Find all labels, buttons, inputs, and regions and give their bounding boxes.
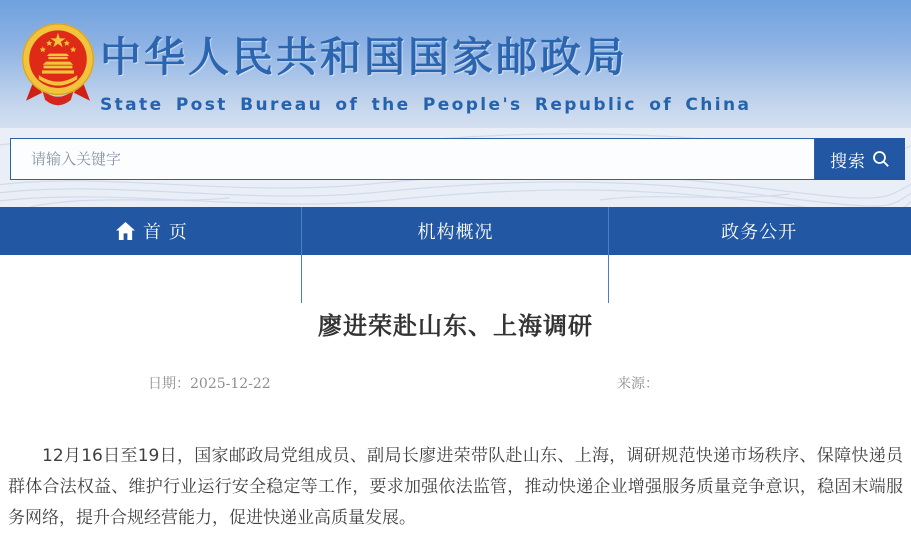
nav-item-home[interactable]: [0, 207, 304, 255]
article-body-paragraph: 12月16日至19日，国家邮政局党组成员、副局长廖进荣带队赴山东、上海，调研规范快递市场秩序、保障快递员群体合法权益、维护行业运行安全稳定等工作，要求加强依法监管，推动快递企业增强服务质量竞争意识，稳固末端服务网络，提升合规经营能力，促进快递业高质量发展。: [8, 446, 903, 528]
article-meta: [0, 373, 911, 393]
article-date: 日期：2025-12-22: [148, 376, 271, 392]
emblem-gate: [47, 54, 69, 56]
national-emblem-logo: [18, 20, 98, 108]
article-title: 廖进荣赴山东、上海调研: [318, 312, 593, 340]
nav-item-label: 首 页: [142, 222, 188, 243]
site-header: [0, 0, 911, 128]
site-title: 中华人民共和国国家邮政局: [100, 33, 628, 81]
nav-item-gov-affairs[interactable]: [607, 207, 911, 255]
nav-item-label: 机构概况: [417, 222, 494, 243]
nav-item-about[interactable]: [304, 207, 608, 255]
search-icon: [872, 150, 890, 168]
search-button[interactable]: [815, 138, 905, 180]
search-button-label: 搜索: [830, 151, 866, 172]
article-content: [0, 255, 911, 545]
site-subtitle-en: State Post Bureau of the People's Republic of China: [100, 95, 752, 115]
home-icon: [116, 222, 135, 240]
article-source: 来源：: [617, 376, 659, 392]
nav-item-label: 政务公开: [721, 222, 798, 243]
nav-divider: [608, 207, 609, 303]
main-nav: [0, 207, 911, 255]
nav-divider: [301, 207, 302, 303]
search-input[interactable]: [10, 138, 815, 180]
search-band: [0, 128, 911, 207]
